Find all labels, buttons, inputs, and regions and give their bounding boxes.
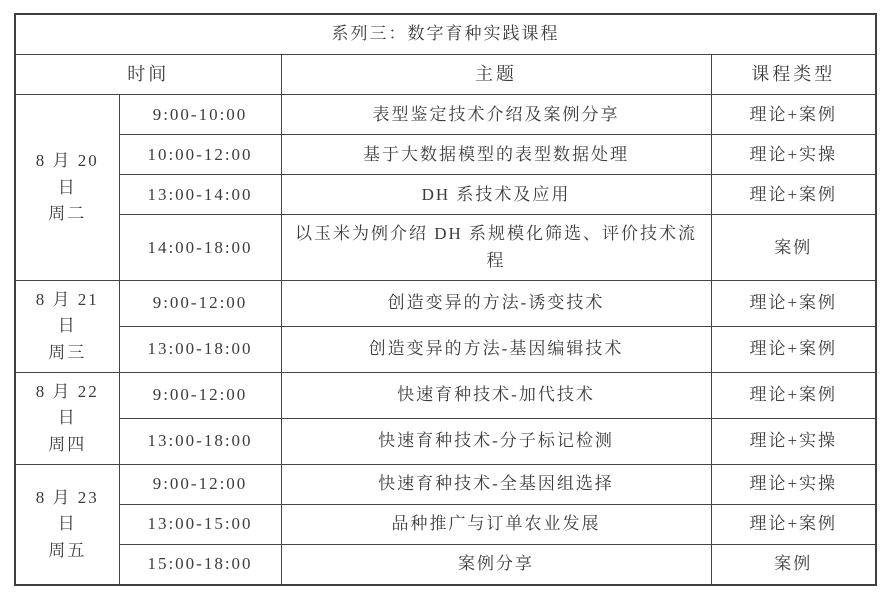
session-type-cell: 理论+案例 bbox=[711, 373, 876, 419]
session-topic-cell: 案例分享 bbox=[281, 545, 711, 585]
session-type-cell: 理论+案例 bbox=[711, 505, 876, 545]
date-text: 8 月 23 日 bbox=[35, 487, 99, 534]
session-type-cell: 理论+案例 bbox=[711, 327, 876, 373]
session-row bbox=[15, 175, 876, 215]
session-time-cell: 13:00-15:00 bbox=[119, 505, 281, 545]
session-row bbox=[15, 465, 876, 505]
session-topic-cell: 创造变异的方法-基因编辑技术 bbox=[281, 327, 711, 373]
session-row bbox=[15, 135, 876, 175]
session-time-cell: 15:00-18:00 bbox=[119, 545, 281, 585]
date-text: 8 月 20 日 bbox=[35, 151, 99, 197]
session-row bbox=[15, 95, 876, 135]
session-topic-cell: 快速育种技术-全基因组选择 bbox=[281, 465, 711, 505]
session-time-cell: 9:00-12:00 bbox=[119, 465, 281, 505]
session-type-cell: 理论+案例 bbox=[711, 175, 876, 215]
session-time-cell: 10:00-12:00 bbox=[119, 135, 281, 175]
session-topic-cell: 快速育种技术-加代技术 bbox=[281, 373, 711, 419]
session-row bbox=[15, 419, 876, 465]
session-topic-cell: 创造变异的方法-诱变技术 bbox=[281, 281, 711, 327]
session-type-cell: 案例 bbox=[711, 215, 876, 281]
session-type-cell: 理论+实操 bbox=[711, 465, 876, 505]
weekday-text: 周四 bbox=[48, 434, 87, 454]
session-topic-cell: 表型鉴定技术介绍及案例分享 bbox=[281, 95, 711, 135]
session-topic-cell: 基于大数据模型的表型数据处理 bbox=[281, 135, 711, 175]
session-row bbox=[15, 373, 876, 419]
header-row bbox=[15, 54, 876, 95]
column-header-topic: 主题 bbox=[281, 54, 711, 95]
session-type-cell: 案例 bbox=[711, 545, 876, 585]
session-time-cell: 14:00-18:00 bbox=[119, 215, 281, 281]
session-type-cell: 理论+实操 bbox=[711, 135, 876, 175]
session-time-cell: 13:00-18:00 bbox=[119, 327, 281, 373]
weekday-text: 周三 bbox=[48, 342, 87, 362]
date-text: 8 月 22 日 bbox=[35, 382, 99, 428]
column-header-time: 时间 bbox=[15, 54, 281, 95]
weekday-text: 周五 bbox=[48, 540, 87, 560]
course-schedule-table bbox=[14, 13, 877, 586]
session-type-cell: 理论+实操 bbox=[711, 419, 876, 465]
date-cell bbox=[15, 95, 119, 281]
session-row bbox=[15, 545, 876, 585]
session-time-cell: 9:00-12:00 bbox=[119, 373, 281, 419]
weekday-text: 周二 bbox=[48, 203, 87, 223]
date-cell bbox=[15, 373, 119, 465]
session-row bbox=[15, 327, 876, 373]
session-time-cell: 9:00-12:00 bbox=[119, 281, 281, 327]
session-time-cell: 13:00-14:00 bbox=[119, 175, 281, 215]
date-cell bbox=[15, 281, 119, 373]
session-row bbox=[15, 505, 876, 545]
table-title: 系列三：数字育种实践课程 bbox=[15, 14, 876, 54]
date-cell bbox=[15, 465, 119, 585]
session-type-cell: 理论+案例 bbox=[711, 95, 876, 135]
date-text: 8 月 21 日 bbox=[35, 290, 99, 336]
session-time-cell: 13:00-18:00 bbox=[119, 419, 281, 465]
column-header-type: 课程类型 bbox=[711, 54, 876, 95]
session-type-cell: 理论+案例 bbox=[711, 281, 876, 327]
session-topic-cell: DH 系技术及应用 bbox=[281, 175, 711, 215]
session-topic-cell: 品种推广与订单农业发展 bbox=[281, 505, 711, 545]
session-row bbox=[15, 281, 876, 327]
session-topic-cell: 快速育种技术-分子标记检测 bbox=[281, 419, 711, 465]
session-topic-cell: 以玉米为例介绍 DH 系规模化筛选、评价技术流程 bbox=[281, 215, 711, 281]
session-row bbox=[15, 215, 876, 281]
title-row bbox=[15, 14, 876, 54]
session-time-cell: 9:00-10:00 bbox=[119, 95, 281, 135]
